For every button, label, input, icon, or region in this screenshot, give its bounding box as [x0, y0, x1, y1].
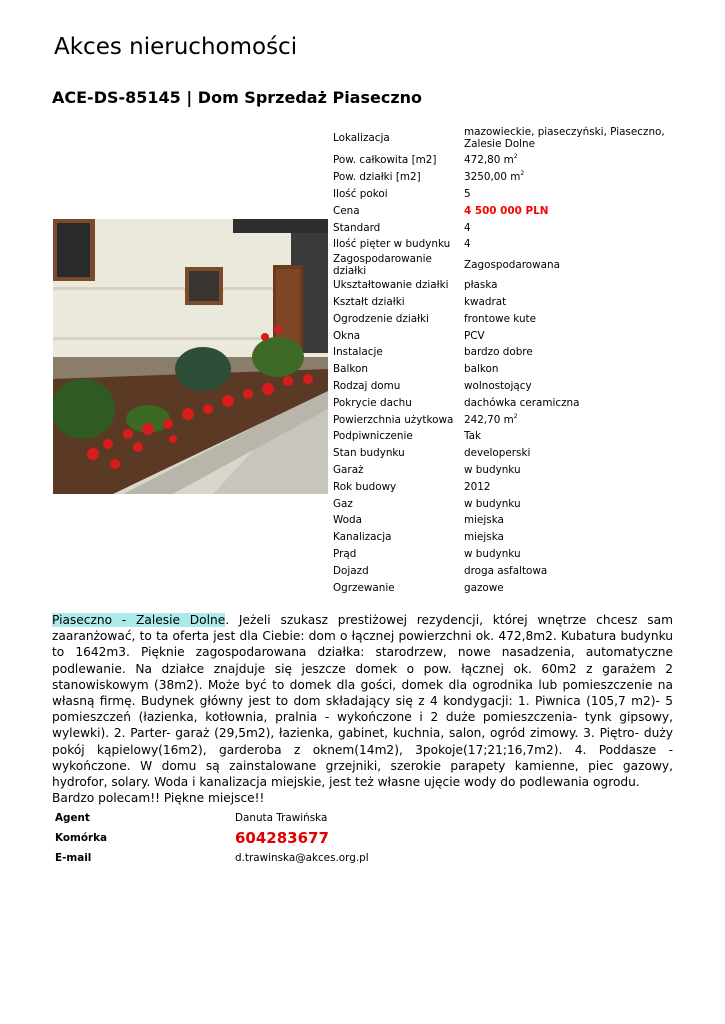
phone-row: [52, 828, 369, 848]
property-label: Prąd: [333, 547, 357, 560]
property-value-text: 4: [464, 221, 471, 234]
property-value-text: 5: [464, 187, 471, 200]
property-label: Pow. działki [m2]: [333, 171, 421, 184]
listing-title: ACE-DS-85145 | Dom Sprzedaż Piaseczno: [52, 88, 423, 107]
property-value: [461, 411, 679, 428]
property-label: Gaz: [333, 497, 353, 510]
property-row: [330, 512, 679, 529]
property-row: [330, 562, 679, 579]
property-value: [461, 445, 679, 462]
property-label: Dojazd: [333, 564, 369, 577]
property-details-table: [330, 123, 679, 596]
property-value-text: gazowe: [464, 581, 504, 594]
property-value-text: mazowieckie, piaseczyński, Piaseczno, Zalesie Dolne: [464, 125, 665, 150]
property-value: [461, 294, 679, 311]
unit-superscript: 2: [513, 412, 518, 420]
property-value: [461, 394, 679, 411]
property-row: [330, 495, 679, 512]
description-closing: Bardzo polecam!! Piękne miejsce!!: [52, 791, 265, 806]
property-label: Pow. całkowita [m2]: [333, 154, 437, 167]
property-value-text: Tak: [464, 430, 482, 443]
property-value: [461, 378, 679, 395]
property-label: Ilość pokoi: [333, 187, 388, 200]
property-label: Stan budynku: [333, 447, 405, 460]
property-value-text: developerski: [464, 447, 531, 460]
property-value-text: w budynku: [464, 463, 521, 476]
property-label: Kształt działki: [333, 295, 405, 308]
property-value-text: PCV: [464, 329, 485, 342]
property-value: [461, 361, 679, 378]
property-value: [461, 253, 679, 277]
property-row: [330, 123, 679, 152]
property-value-text: kwadrat: [464, 295, 507, 308]
listing-description: [52, 612, 673, 806]
property-value: [461, 344, 679, 361]
property-row: [330, 478, 679, 495]
property-label: Kanalizacja: [333, 531, 392, 544]
property-label: Woda: [333, 514, 362, 527]
property-row: [330, 462, 679, 479]
email-label: E-mail: [55, 852, 92, 864]
property-label: Rok budowy: [333, 480, 397, 493]
property-value-text: 4: [464, 238, 471, 251]
property-value-text: bardzo dobre: [464, 346, 533, 359]
property-value-text: 242,70 m: [464, 413, 514, 426]
property-value: [461, 512, 679, 529]
property-row: [330, 253, 679, 277]
property-photo: [53, 219, 328, 494]
property-value-text: 472,80 m: [464, 154, 514, 167]
property-label: Rodzaj domu: [333, 379, 401, 392]
unit-superscript: 2: [520, 170, 525, 178]
agent-contact: [52, 808, 369, 868]
property-row: [330, 529, 679, 546]
property-value-text: 2012: [464, 480, 491, 493]
property-value: [461, 562, 679, 579]
property-value: [461, 219, 679, 236]
property-value: [461, 462, 679, 479]
property-value-text: droga asfaltowa: [464, 564, 548, 577]
property-row: [330, 428, 679, 445]
property-value: [461, 579, 679, 596]
property-row: [330, 344, 679, 361]
property-row: [330, 327, 679, 344]
property-value: [461, 152, 679, 169]
property-value: [461, 186, 679, 203]
property-value: [461, 202, 679, 219]
property-label: Pokrycie dachu: [333, 396, 412, 409]
property-row: [330, 152, 679, 169]
property-row: [330, 277, 679, 294]
property-value: [461, 495, 679, 512]
property-value-text: dachówka ceramiczna: [464, 396, 580, 409]
property-value: [461, 169, 679, 186]
email-row: [52, 848, 369, 868]
property-value: [461, 546, 679, 563]
agent-label: Agent: [55, 812, 90, 824]
property-value: [461, 428, 679, 445]
property-label: Instalacje: [333, 346, 383, 359]
property-label: Cena: [333, 204, 360, 217]
property-row: [330, 445, 679, 462]
property-label: Okna: [333, 329, 361, 342]
property-value: [461, 236, 679, 253]
property-row: [330, 394, 679, 411]
property-label: Balkon: [333, 363, 368, 376]
property-row: [330, 202, 679, 219]
phone-label: Komórka: [55, 832, 108, 844]
property-value-text: w budynku: [464, 547, 521, 560]
property-value-text: płaska: [464, 279, 498, 292]
property-value-text: miejska: [464, 514, 504, 527]
property-row: [330, 361, 679, 378]
property-value-text: miejska: [464, 531, 504, 544]
property-label: Ilość pięter w budynku: [333, 238, 451, 251]
property-label: Powierzchnia użytkowa: [333, 413, 454, 426]
property-label: Ogrzewanie: [333, 581, 395, 594]
email-address[interactable]: d.trawinska@akces.org.pl: [235, 852, 369, 864]
property-label: Zagospodarowanie działki: [333, 252, 432, 277]
property-row: [330, 219, 679, 236]
property-label: Ukształtowanie działki: [333, 279, 449, 292]
location-highlight: Piaseczno - Zalesie Dolne: [52, 613, 226, 627]
property-row: [330, 411, 679, 428]
property-value: [461, 478, 679, 495]
unit-superscript: 2: [513, 153, 518, 161]
property-row: [330, 294, 679, 311]
agent-name: Danuta Trawińska: [235, 812, 328, 824]
property-row: [330, 186, 679, 203]
property-row: [330, 546, 679, 563]
property-value: [461, 310, 679, 327]
property-row: [330, 236, 679, 253]
brand-name: Akces nieruchomości: [54, 34, 298, 60]
property-row: [330, 579, 679, 596]
property-value-text: w budynku: [464, 497, 521, 510]
property-value-text: Zagospodarowana: [464, 258, 560, 271]
property-label: Standard: [333, 221, 381, 234]
description-body: . Jeżeli szukasz prestiżowej rezydencji, której wnętrze chcesz sam zaaranżować, to ta oferta jest dla Ciebie: dom o łącznej powierzchni ok. 472,8m2. Kubatura budynku to 1642m3. Pięknie zagospodarowana działka: starodrzew, nowe nasadzenia, automatyczne podlewanie. Na działce znajduje się jeszcze domek o pow. łącznej ok. 60m2 z garażem 2 stanowiskowym (38m2). Może być to domek dla gości, domek dla ogrodnika lub pomieszczenie na własną firmę. Budynek główny jest to dom składający się z 4 kondygacji: 1. Piwnica (105,7 m2)- 5 pomieszczeń (łazienka, kotłownia, pralnia - wykończone i 2 duże pomieszczenia- tynk gipsowy, wylewki). 2. Parter- garaż (29,5m2), łazienka, gabinet, kuchnia, salon, ogród zimowy. 3. Piętro- duży pokój kąpielowy(16m2), garderoba z oknem(14m2), 3pokoje(17;21;16,7m2). 4. Poddasze - wykończone. W domu są zainstalowane grzejniki, szerokie parapety kamienne, piec gazowy, hydrofor, solary. Woda i kanalizacja miejskie, jest też własne ujęcie wody do podlewania ogrodu.: [52, 613, 674, 790]
property-value: [461, 529, 679, 546]
property-label: Ogrodzenie działki: [333, 312, 429, 325]
property-value-text: wolnostojący: [464, 379, 532, 392]
property-value-text: 3250,00 m: [464, 171, 521, 184]
property-value: [461, 277, 679, 294]
property-row: [330, 169, 679, 186]
property-label: Podpiwniczenie: [333, 430, 413, 443]
phone-number[interactable]: 604283677: [235, 829, 329, 847]
property-row: [330, 378, 679, 395]
property-label: Lokalizacja: [333, 131, 390, 144]
property-value: [461, 123, 679, 152]
agent-row: [52, 808, 369, 828]
property-row: [330, 310, 679, 327]
property-label: Garaż: [333, 463, 364, 476]
property-value-text: frontowe kute: [464, 312, 537, 325]
property-value: [461, 327, 679, 344]
property-value-text: 4 500 000 PLN: [464, 204, 549, 217]
property-value-text: balkon: [464, 363, 499, 376]
